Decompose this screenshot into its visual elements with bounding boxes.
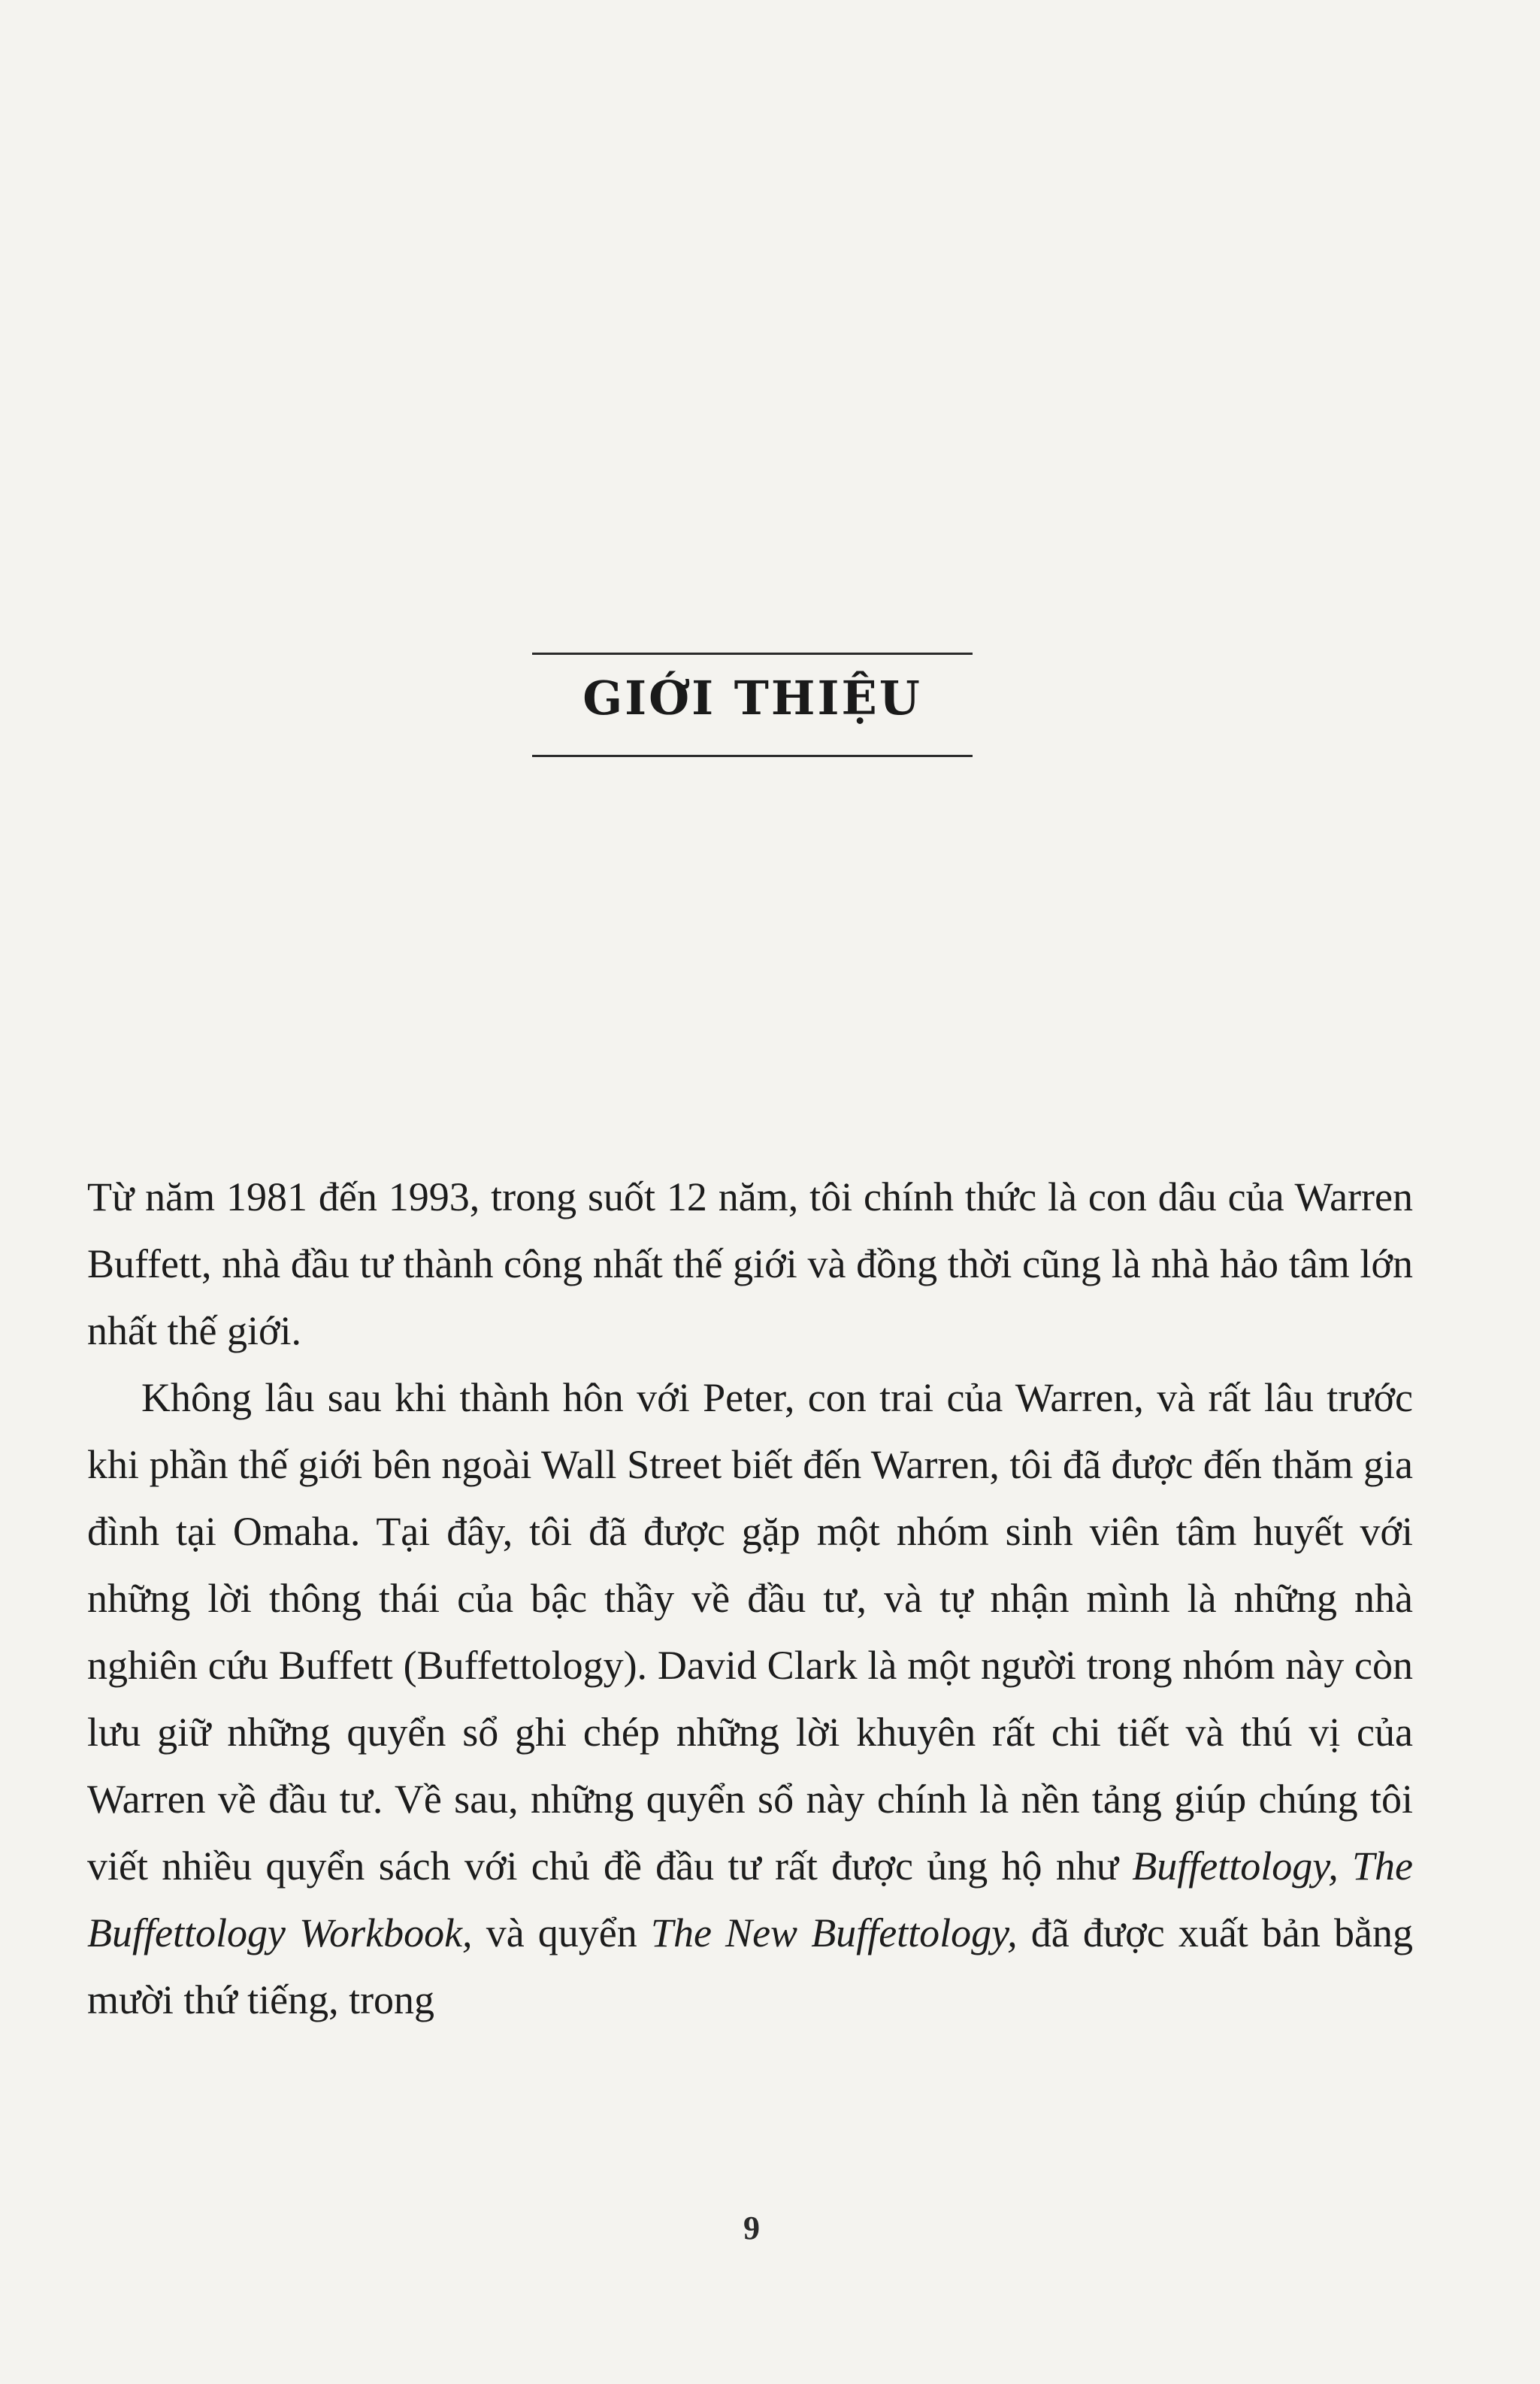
title-rule-top: [532, 653, 973, 655]
title-rule-bottom: [532, 755, 973, 757]
paragraph-2: [87, 1365, 1413, 2034]
body-text: [87, 1164, 1413, 2034]
book-titles-1: Buffettology, The Buffettology Workbook,: [87, 1843, 1413, 1955]
paragraph-1: Từ năm 1981 đến 1993, trong suốt 12 năm, tôi chính thức là con dâu của Warren Buffett, nhà đầu tư thành công nhất thế giới và đồng thời cũng là nhà hảo tâm lớn nhất thế giới.: [87, 1174, 1413, 1353]
chapter-title: GIỚI THIỆU: [582, 671, 922, 725]
paragraph-2-text: Không lâu sau khi thành hôn với Peter, con trai của Warren, và rất lâu trước khi phần thế giới bên ngoài Wall Street biết đến Warren, tôi đã được đến thăm gia đình tại Omaha. Tại đây, tôi đã được gặp một nhóm sinh viên tâm huyết với những lời thông thái của bậc thầy về đầu tư, và tự nhận mình là những nhà nghiên cứu Buffett (Buffettology). David Clark là một người trong nhóm này còn lưu giữ những quyển sổ ghi chép những lời khuyên rất chi tiết và thú vị của Warren về đầu tư. Về sau, những quyển sổ này chính là nền tảng giúp chúng tôi viết nhiều quyển sách với chủ đề đầu tư rất được ủng hộ như: [87, 1375, 1413, 1889]
page-number: 9: [743, 2210, 760, 2246]
paragraph-2-connector: và quyển: [472, 1910, 651, 1955]
book-title-2: The New Buffettology,: [650, 1910, 1018, 1955]
paragraph-2-ending: đã được xuất bản bằng mười thứ tiếng, trong: [87, 1910, 1414, 2022]
